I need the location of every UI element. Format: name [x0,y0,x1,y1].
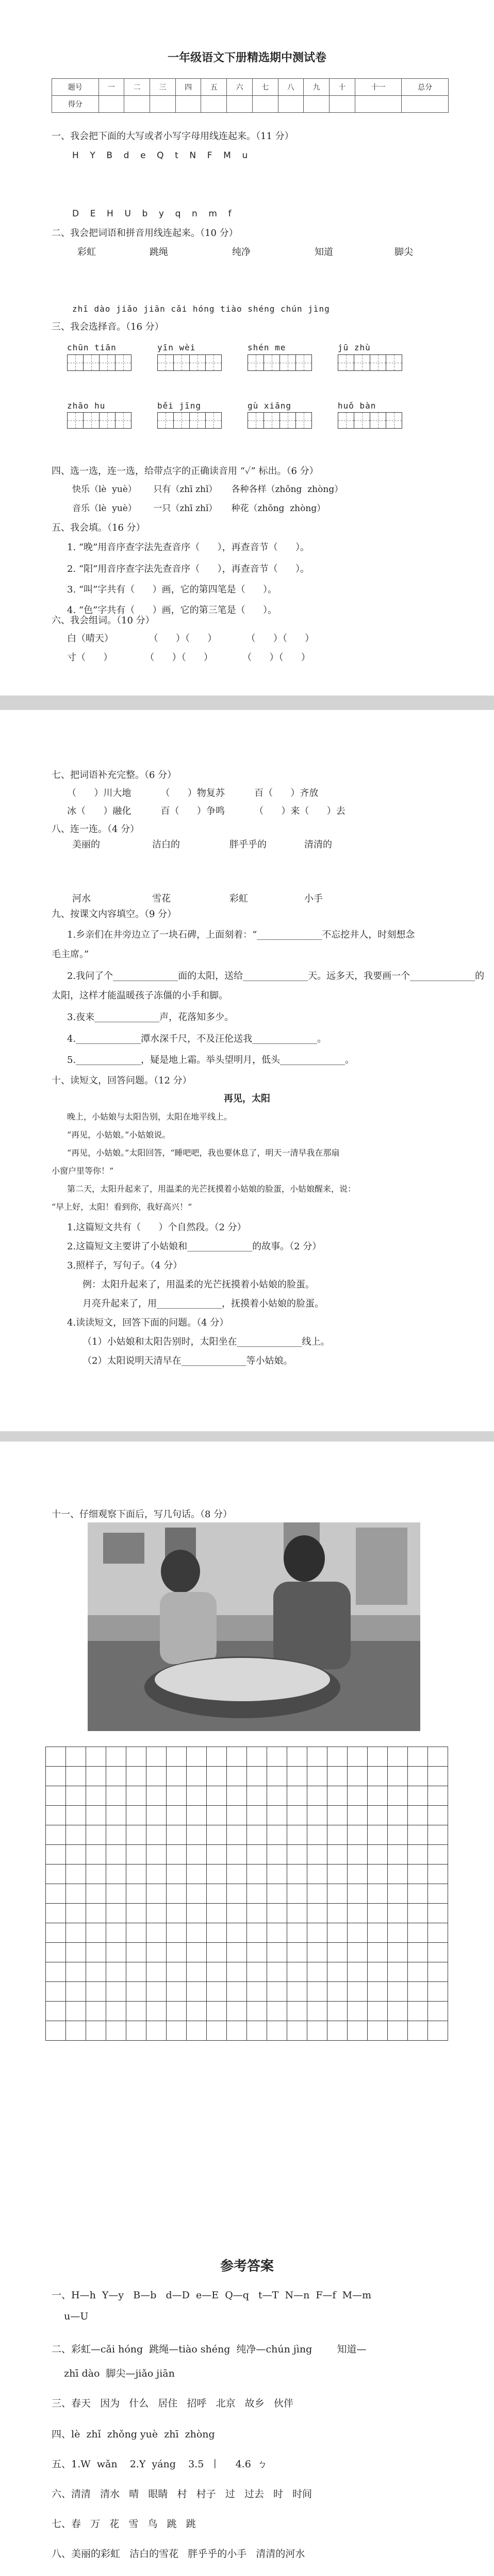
q8-right: 小手 [304,893,323,904]
question-2: 二、我会把词语和拼音用线连起来。（10 分） [52,228,238,239]
score-cell[interactable] [201,96,227,113]
q3-pinyin: zhāo hu [67,401,106,411]
q10-question: （1）小姑娘和太阳告别时，太阳坐在______________线上。 [83,1336,330,1347]
question-10: 十、读短文，回答问题。（12 分） [52,1075,192,1086]
page-separator [0,696,494,710]
score-table-score-row [52,96,449,113]
lowercase-letters: D E H U b y q n m f [72,209,232,219]
writing-grid[interactable] [248,354,312,371]
answers-title: 参考答案 [220,2259,274,2274]
q9-item: 3.夜来______________声，花落知多少。 [67,1012,234,1023]
composition-grid[interactable] [45,1747,448,2041]
q10-question: 3.照样子，写句子。（4 分） [67,1260,183,1271]
q3-pinyin: huǒ bàn [338,401,376,411]
score-cell: 八 [278,79,304,96]
score-cell: 题号 [52,79,99,96]
page-separator [0,1431,494,1442]
score-cell: 七 [252,79,278,96]
story-line: “再见，小姑娘。”小姑娘说。 [67,1130,171,1140]
score-cell: 十 [329,79,355,96]
q5-item: 2. “阳”用音序查字法先查音序（ ），再查音节（ ）。 [67,564,309,574]
q3-pinyin: shén me [248,343,286,352]
writing-grid[interactable] [338,354,402,371]
q8-right: 雪花 [152,893,171,904]
q3-pinyin: běi jīng [157,401,202,411]
score-cell[interactable] [124,96,150,113]
question-9: 九、按课文内容填空。（9 分） [52,909,177,920]
answer-line: u—U [52,2311,89,2322]
answer-line: 六、清清 清水 晴 眼睛 村 村子 过 过去 时 时间 [52,2488,312,2500]
q8-left: 胖乎乎的 [229,839,267,850]
answer-line: 八、美丽的彩虹 洁白的雪花 胖乎乎的小手 清清的河水 [52,2548,305,2560]
answer-line: 三、春天 因为 什么 居住 招呼 北京 故乡 伙伴 [52,2398,293,2409]
q4-line: 快乐（lè yuè） 只有（zhī zhǐ） 各种各样（zhǒng zhòng） [72,484,343,495]
writing-grid[interactable] [157,354,222,371]
q10-question: 1.这篇短文共有（ ）个自然段。（2 分） [67,1222,246,1233]
q2-word: 脚尖 [394,247,413,258]
score-cell[interactable] [175,96,201,113]
score-cell: 得分 [52,96,99,113]
writing-grid[interactable] [157,412,222,429]
score-cell[interactable] [252,96,278,113]
q5-item: 3. “叫”字共有（ ）画，它的第四笔是（ ）。 [67,584,277,595]
q3-pinyin: yīn wèi [157,343,196,352]
question-7: 七、把词语补充完整。（6 分） [52,770,177,781]
answer-line: 四、lè zhǐ zhǒng yuè zhī zhòng [52,2429,215,2440]
q8-right: 河水 [72,893,91,904]
q10-question: 月亮升起来了，用______________，抚摸着小姑娘的脸蛋。 [83,1298,324,1309]
score-cell: 三 [150,79,176,96]
q4-line: 音乐（lè yuè） 一只（zhī zhǐ） 种花（zhǒng zhòng） [72,503,326,514]
q3-pinyin: chūn tiān [67,343,117,352]
uppercase-letters: H Y B d e Q t N F M u [72,150,248,161]
writing-grid[interactable] [67,412,131,429]
q7-line: 冰（ ）融化 百（ ）争鸣 （ ）来（ ）去 [67,806,345,817]
question-8: 八、连一连。（4 分） [52,824,140,835]
writing-grid[interactable] [67,354,131,371]
score-table-header-row [52,79,449,96]
q9-item: 4.______________潭水深千尺，不及汪伦送我______________。 [67,1033,327,1044]
q7-line: （ ）川大地 （ ）物复苏 百（ ）齐放 [67,788,319,799]
q3-pinyin: gù xiāng [248,401,292,411]
answer-line: 一、H—h Y—y B—b d—D e—E Q—q t—T N—n F—f M—m [52,2290,372,2301]
score-cell[interactable] [402,96,449,113]
q9-item: 5.______________，疑是地上霜。举头望明月，低头______________。 [67,1055,355,1065]
story-line: 晚上，小姑娘与太阳告别，太阳在地平线上。 [67,1112,233,1122]
question-4: 四、选一选，连一选，给带点字的正确读音用 “✓” 标出。（6 分） [52,466,319,477]
score-table [52,78,449,113]
score-cell: 十一 [355,79,402,96]
score-cell: 四 [175,79,201,96]
q5-item: 1. “晚”用音序查字法先查音序（ ），再查音节（ ）。 [67,542,309,553]
story-line: 第二天，太阳升起来了，用温柔的光芒抚摸着小姑娘的脸蛋，小姑娘醒来，说： [67,1184,356,1194]
answer-line: 五、1.W wǎn 2.Y yáng 3.5 丨 4.6 ㄅ [52,2459,267,2470]
question-11: 十一、仔细观察下面后，写几句话。（8 分） [52,1509,233,1520]
q6-line: 寸（ ） （ ）（ ） （ ）（ ） [67,652,310,663]
question-3: 三、我会选择音。（16 分） [52,321,164,332]
score-cell: 二 [124,79,150,96]
q9-item: 太阳，这样才能温暖孩子冻僵的小手和脚。 [52,990,228,1001]
q9-item: 毛主席。” [52,949,89,960]
q2-word: 知道 [315,247,333,258]
writing-grid[interactable] [248,412,312,429]
q2-word: 跳绳 [150,247,168,258]
question-5: 五、我会填。（16 分） [52,522,145,533]
score-cell: 总分 [402,79,449,96]
q10-question: （2）太阳说明天清早在______________等小姑娘。 [83,1355,293,1366]
q8-right: 彩虹 [229,893,248,904]
q2-word: 纯净 [232,247,251,258]
q10-question: 4.读读短文，回答下面的问题。（4 分） [67,1317,229,1328]
photo-girl-and-woman-washing [88,1522,420,1731]
answer-line: zhī dào 脚尖—jiǎo jiān [52,2368,175,2379]
score-cell[interactable] [150,96,176,113]
score-cell[interactable] [227,96,253,113]
q8-left: 美丽的 [72,839,100,850]
story-line: “再见，小姑娘。”太阳回答，“睡吧吧，我也要休息了，明天一清早我在那扇 [67,1148,340,1158]
q2-pinyin-row: zhī dào jiǎo jiān cǎi hóng tiào shéng chún jìng [72,304,330,314]
score-cell[interactable] [329,96,355,113]
answer-line: 七、春 万 花 雪 鸟 跳 跳 [52,2518,196,2530]
q9-item: 2.我问了个______________面的太阳，送给______________天。远多天，我要画一个______________的 [67,971,485,981]
score-cell: 九 [304,79,330,96]
score-cell[interactable] [98,96,124,113]
q5-item: 4. “色”字共有（ ）画，它的第三笔是（ ）。 [67,605,277,616]
writing-grid[interactable] [338,412,402,429]
score-cell: 五 [201,79,227,96]
score-cell[interactable] [304,96,330,113]
score-cell[interactable] [355,96,402,113]
q9-item: 1.乡亲们在井旁边立了一块石碑，上面刻着：“______________不忘挖井人，时刻想念 [67,929,415,940]
q2-word: 彩虹 [77,247,96,258]
score-cell[interactable] [278,96,304,113]
q3-pinyin: jū zhù [338,343,371,352]
question-6: 六、我会组词。（10 分） [52,615,155,626]
question-1: 一、我会把下面的大写或者小写字母用线连起来。（11 分） [52,131,294,142]
q10-question: 例：太阳升起来了，用温柔的光芒抚摸着小姑娘的脸蛋。 [83,1279,315,1290]
story-line: 小窗户里等你！” [52,1166,114,1176]
score-cell: 一 [98,79,124,96]
q6-line: 白（晴天） （ ）（ ） （ ）（ ） [67,633,315,644]
story-line: “早上好，太阳！看到你，我好高兴！” [52,1202,192,1212]
exam-title: 一年级语文下册精选期中测试卷 [167,51,326,64]
q8-left: 清清的 [304,839,332,850]
q10-question: 2.这篇短文主要讲了小姑娘和______________的故事。（2 分） [67,1241,322,1252]
story-title: 再见，太阳 [224,1093,270,1104]
score-cell: 六 [227,79,253,96]
answer-line: 二、彩虹—cǎi hóng 跳绳—tiào shéng 纯净—chún jìng 知道— [52,2344,367,2355]
q8-left: 洁白的 [152,839,180,850]
